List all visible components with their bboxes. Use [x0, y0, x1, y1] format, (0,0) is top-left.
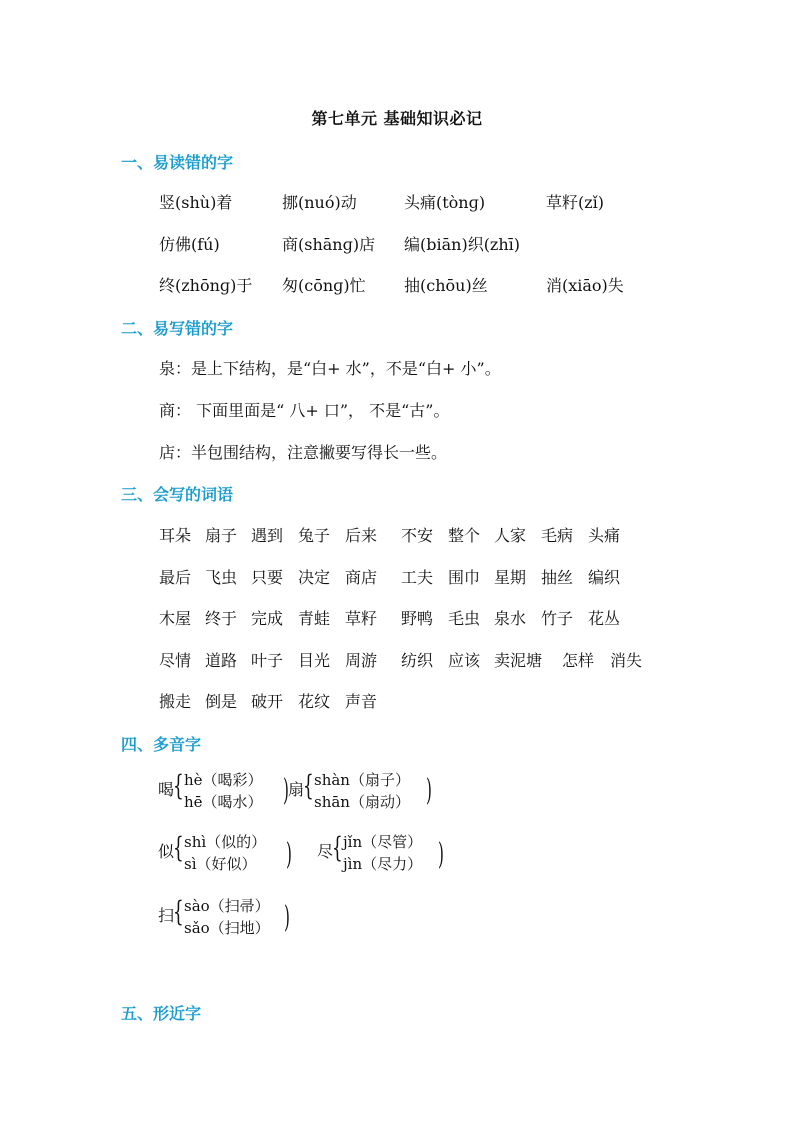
easy-read-item: 仿佛(fú) [159, 235, 220, 254]
word: 终于 [205, 609, 238, 628]
word: 工夫 [401, 568, 434, 587]
easy-read-item: 消(xiāo)失 [546, 276, 624, 295]
reading: shān（扇动） [314, 793, 410, 811]
word: 泉水 [494, 609, 527, 628]
word: 纺织 [401, 651, 434, 670]
left-brace: { [303, 769, 314, 802]
word: 倒是 [205, 692, 238, 711]
easy-read-item: 终(zhōnɡ)于 [159, 276, 253, 295]
polyphone-group [158, 832, 308, 882]
section-heading-similar-chars: 五、形近字 [121, 1004, 202, 1023]
reading: shì（似的） [184, 833, 267, 851]
word: 花纹 [298, 692, 331, 711]
word: 竹子 [541, 609, 574, 628]
right-bracket: ) [286, 837, 292, 872]
word: 破开 [251, 692, 284, 711]
word: 人家 [494, 526, 527, 545]
section-heading-words: 三、会写的词语 [121, 485, 234, 504]
reading: shàn（扇子） [314, 771, 410, 789]
word: 周游 [345, 651, 378, 670]
word: 兔子 [298, 526, 331, 545]
word: 完成 [251, 609, 284, 628]
polyphone-char: 扇 [288, 780, 305, 799]
polyphone-group [158, 896, 308, 946]
word: 编织 [588, 568, 621, 587]
word: 毛病 [541, 526, 574, 545]
word: 怎样 [562, 651, 595, 670]
right-bracket: ) [438, 837, 444, 872]
word: 耳朵 [159, 526, 192, 545]
right-bracket: ) [284, 900, 290, 935]
word: 飞虫 [205, 568, 238, 587]
word: 毛虫 [448, 609, 481, 628]
word: 消失 [610, 651, 643, 670]
right-bracket: ) [283, 773, 289, 808]
easy-write-line: 泉：是上下结构，是“白+ 水”，不是“白+ 小”。 [159, 359, 501, 378]
word: 星期 [494, 568, 527, 587]
word: 道路 [205, 651, 238, 670]
left-brace: { [173, 895, 184, 928]
polyphone-char: 扫 [158, 906, 175, 925]
word: 野鸭 [401, 609, 434, 628]
word: 整个 [448, 526, 481, 545]
word: 最后 [159, 568, 192, 587]
word: 应该 [448, 651, 481, 670]
word: 后来 [345, 526, 378, 545]
easy-read-item: 抽(chōu)丝 [404, 276, 488, 295]
easy-read-item: 头痛(tònɡ) [404, 193, 486, 212]
word: 不安 [401, 526, 434, 545]
polyphone-group [288, 770, 448, 820]
reading: hè（喝彩） [184, 771, 263, 789]
easy-read-item: 商(shānɡ)店 [282, 235, 376, 254]
word: 尽情 [159, 651, 192, 670]
easy-read-item: 挪(nuó)动 [282, 193, 357, 212]
easy-write-line: 商： 下面里面是“ 八+ 口”， 不是“古”。 [159, 401, 450, 420]
reading: hē（喝水） [184, 793, 263, 811]
word: 决定 [298, 568, 331, 587]
word: 搬走 [159, 692, 192, 711]
word: 木屋 [159, 609, 192, 628]
easy-read-item: 草籽(zǐ) [546, 193, 605, 212]
section-heading-polyphones: 四、多音字 [121, 735, 202, 754]
word: 只要 [251, 568, 284, 587]
polyphone-char: 尽 [317, 842, 334, 861]
word: 草籽 [345, 609, 378, 628]
word: 叶子 [251, 651, 284, 670]
left-brace: { [173, 769, 184, 802]
word: 头痛 [588, 526, 621, 545]
right-bracket: ) [426, 773, 432, 808]
word: 青蛙 [298, 609, 331, 628]
left-brace: { [332, 831, 343, 864]
reading: sì（好似） [184, 855, 257, 873]
polyphone-char: 喝 [158, 780, 175, 799]
word: 声音 [345, 692, 378, 711]
word: 商店 [345, 568, 378, 587]
easy-read-item: 编(biān)织(zhī) [404, 235, 521, 254]
word: 围巾 [448, 568, 481, 587]
reading: sǎo（扫地） [184, 919, 270, 937]
page-title: 第七单元 基础知识必记 [311, 109, 483, 128]
left-brace: { [173, 831, 184, 864]
polyphone-char: 似 [158, 842, 175, 861]
word: 目光 [298, 651, 331, 670]
easy-read-item: 匆(cōnɡ)忙 [282, 276, 366, 295]
reading: jǐn（尽管） [343, 833, 423, 851]
reading: sào（扫帚） [184, 897, 270, 915]
word: 遇到 [251, 526, 284, 545]
polyphone-group [158, 770, 298, 820]
reading: jìn（尽力） [343, 855, 423, 873]
easy-write-line: 店：半包围结构，注意撇要写得长一些。 [159, 443, 448, 462]
section-heading-easy-write: 二、易写错的字 [121, 319, 234, 338]
polyphone-group [317, 832, 457, 882]
word: 花丛 [588, 609, 621, 628]
easy-read-item: 竖(shù)着 [159, 193, 233, 212]
word: 扇子 [205, 526, 238, 545]
word: 抽丝 [541, 568, 574, 587]
section-heading-easy-read: 一、易读错的字 [121, 153, 234, 172]
word: 卖泥塘 [494, 651, 543, 670]
